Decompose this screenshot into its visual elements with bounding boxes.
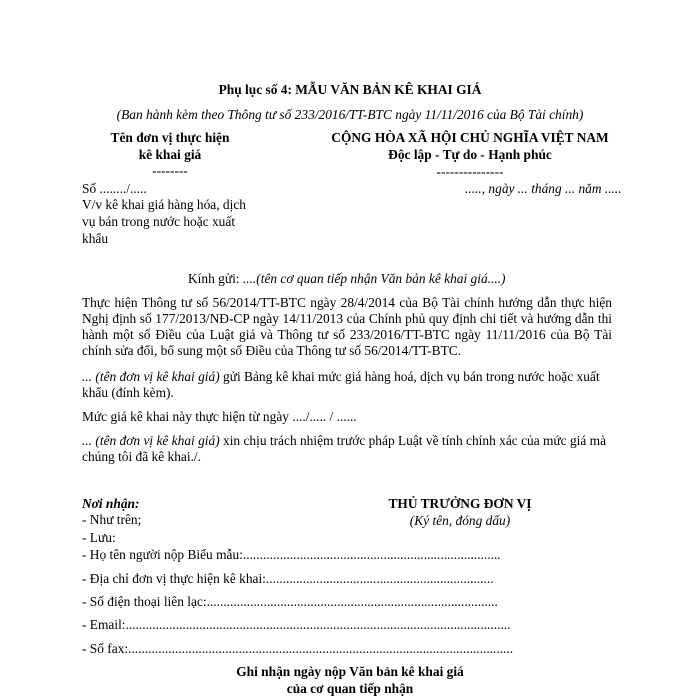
- subject-line2: vụ bán trong nước hoặc xuất: [82, 214, 236, 229]
- body-paragraph-1: Thực hiện Thông tư số 56/2014/TT-BTC ngày 28/4/2014 của Bộ Tài chính hướng dẫn thực hiện Nghị định số 177/2013/NĐ-CP ngày 14/11/2013 của Chính phủ quy định chi tiết và hướng dẫn thi hành một số Điều của Luật giá và Thông tư số 233/2016/TT-BTC ngày 11/11/2016 của Bộ Tài chính sửa đổi, bổ sung một số Điều của Thông tư số 56/2014/TT-BTC.: [82, 295, 612, 358]
- para2-text: gửi Bảng kê khai mức giá hàng hoá, dịch vụ bán trong nước hoặc xuất khẩu (đính kèm).: [82, 369, 600, 400]
- salutation-prefix: Kính gửi:: [188, 271, 243, 286]
- body-paragraph-3: Mức giá kê khai này thực hiện từ ngày ..../..... / ......: [82, 409, 357, 424]
- salutation-recipient: ....(tên cơ quan tiếp nhận Văn bản kê khai giá....): [242, 271, 506, 286]
- recipient-item: - Số fax:...................................................................................................................: [82, 641, 514, 656]
- salutation: [188, 271, 506, 287]
- receipt-note-line1: Ghi nhận ngày nộp Văn bản kê khai giá: [236, 664, 464, 679]
- document-number: Số ......../.....: [82, 181, 147, 196]
- unit-divider: --------: [152, 163, 188, 178]
- recipient-item: - Lưu:: [82, 530, 116, 545]
- recipient-item: - Email:...................................................................................................................: [82, 617, 511, 632]
- national-motto: Độc lập - Tự do - Hạnh phúc: [388, 147, 552, 162]
- recipient-item: - Họ tên người nộp Biểu mẫu:.............................................................................: [82, 547, 501, 562]
- unit-name-line2: kê khai giá: [138, 147, 202, 162]
- unit-name-line1: Tên đơn vị thực hiện: [110, 130, 230, 145]
- signature-title: THỦ TRƯỞNG ĐƠN VỊ: [388, 496, 532, 511]
- body-paragraph-4: [82, 433, 622, 465]
- recipient-item: - Địa chỉ đơn vị thực hiện kê khai:....................................................................: [82, 571, 494, 586]
- subject-line3: khẩu: [82, 231, 109, 246]
- body-paragraph-2: [82, 369, 617, 401]
- signature-note: (Ký tên, đóng dấu): [409, 513, 511, 528]
- recipients-heading: Nơi nhận:: [82, 496, 140, 511]
- date-line: ....., ngày ... tháng ... năm .....: [465, 181, 622, 196]
- subject-line1: V/v kê khai giá hàng hóa, dịch: [82, 197, 246, 212]
- recipient-item: - Số điện thoại liên lạc:.......................................................................................: [82, 594, 498, 609]
- motto-divider: ---------------: [436, 164, 504, 179]
- para4-text: xin chịu trách nhiệm trước pháp Luật về tính chính xác của mức giá mà chúng tôi đã kê khai./.: [82, 433, 607, 464]
- unit-placeholder: ... (tên đơn vị kê khai giá): [82, 433, 220, 448]
- unit-placeholder: ... (tên đơn vị kê khai giá): [82, 369, 220, 384]
- recipient-item: - Như trên;: [82, 512, 142, 527]
- document-subtitle: (Ban hành kèm theo Thông tư số 233/2016/TT-BTC ngày 11/11/2016 của Bộ Tài chính): [116, 107, 584, 122]
- receipt-note-line2: của cơ quan tiếp nhận: [286, 681, 414, 696]
- national-title: CỘNG HÒA XÃ HỘI CHỦ NGHĨA VIỆT NAM: [331, 130, 609, 145]
- document-title: Phụ lục số 4: MẪU VĂN BẢN KÊ KHAI GIÁ: [218, 82, 482, 97]
